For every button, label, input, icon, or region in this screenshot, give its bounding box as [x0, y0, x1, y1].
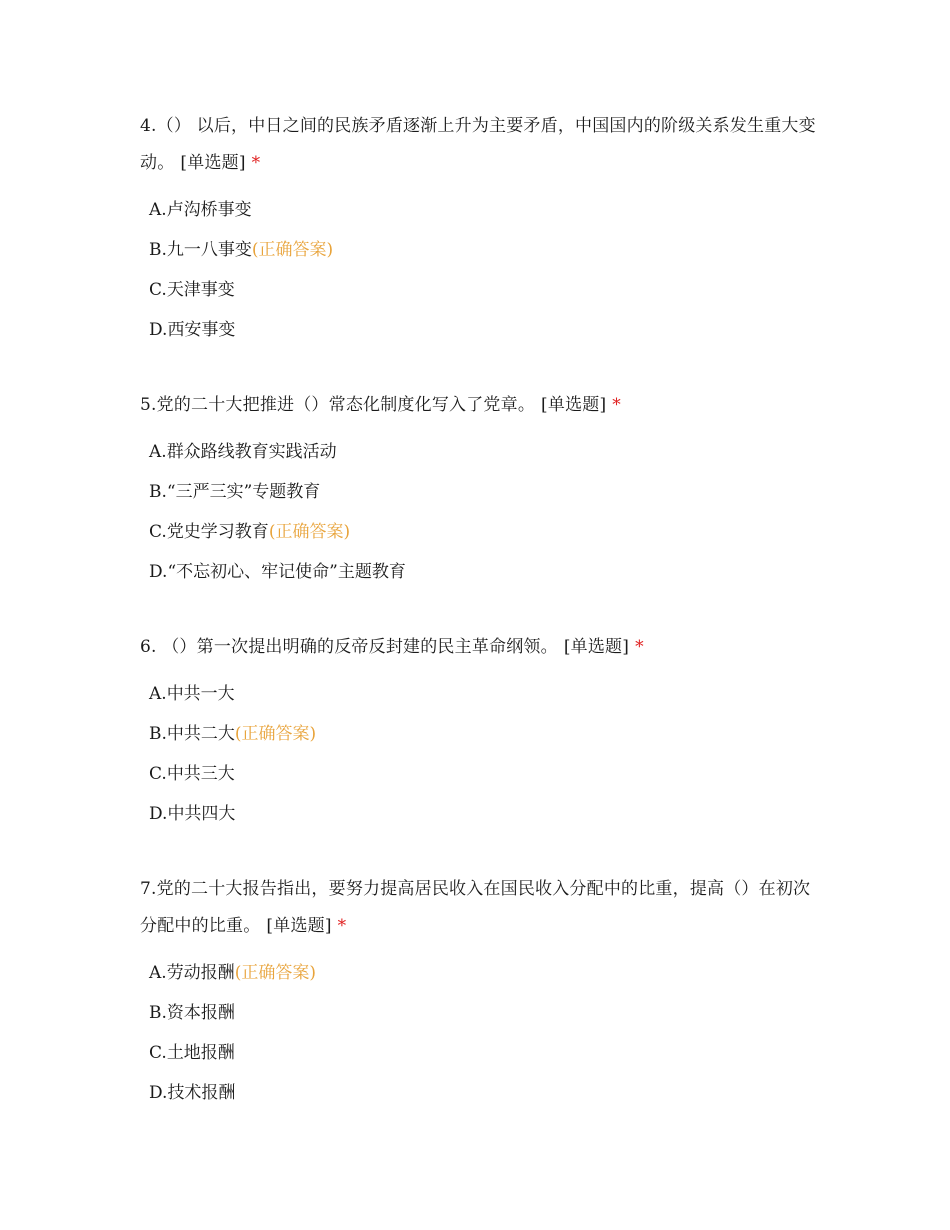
required-asterisk: * [251, 153, 261, 173]
option-letter: B. [149, 1003, 167, 1023]
option-letter: D. [149, 320, 168, 340]
option-b [149, 714, 820, 754]
required-asterisk: * [635, 637, 644, 657]
option-d [149, 1073, 820, 1113]
option-text: 天津事变 [166, 280, 235, 300]
option-d [149, 552, 820, 592]
question-text [140, 387, 820, 424]
option-a [149, 953, 820, 993]
option-letter: D. [149, 804, 168, 824]
option-c [149, 512, 820, 552]
option-text: 群众路线教育实践活动 [166, 442, 337, 462]
option-text: 资本报酬 [166, 1003, 235, 1023]
option-text: 中共一大 [166, 684, 235, 704]
option-text: 劳动报酬 [166, 963, 235, 983]
question-type-label: [单选题] [266, 916, 332, 936]
option-letter: D. [149, 1083, 168, 1103]
option-text: 技术报酬 [167, 1083, 236, 1103]
required-asterisk: * [337, 916, 347, 936]
option-a [149, 432, 820, 472]
option-text: 土地报酬 [166, 1043, 235, 1063]
correct-answer-label: (正确答案) [234, 724, 317, 744]
question-text [140, 629, 820, 666]
question-4 [140, 108, 820, 350]
question-stem: （） 以后，中日之间的民族矛盾逐渐上升为主要矛盾，中国国内的阶级关系发生重大变动。 [140, 116, 816, 173]
option-c [149, 270, 820, 310]
option-list [140, 190, 820, 350]
option-text: “不忘初心、牢记使命”主题教育 [167, 562, 406, 582]
question-6 [140, 629, 820, 834]
option-text: 中共二大 [166, 724, 235, 744]
question-number: 7. [140, 879, 157, 899]
required-asterisk: * [612, 395, 621, 415]
option-letter: A. [149, 200, 167, 220]
question-stem: 党的二十大报告指出，要努力提高居民收入在国民收入分配中的比重，提高（）在初次分配中的比重。 [140, 879, 811, 936]
question-7 [140, 871, 820, 1113]
option-letter: B. [149, 724, 167, 744]
option-letter: A. [149, 442, 167, 462]
question-type-label: [单选题] [563, 637, 630, 657]
question-type-label: [单选题] [180, 153, 246, 173]
option-list [140, 953, 820, 1113]
option-text: 九一八事变 [166, 240, 252, 260]
option-text: 卢沟桥事变 [166, 200, 252, 220]
option-c [149, 1033, 820, 1073]
question-5 [140, 387, 820, 592]
option-letter: D. [149, 562, 168, 582]
correct-answer-label: (正确答案) [268, 522, 351, 542]
option-letter: C. [149, 280, 167, 300]
option-c [149, 754, 820, 794]
option-letter: C. [149, 1043, 167, 1063]
correct-answer-label: (正确答案) [251, 240, 334, 260]
option-b [149, 472, 820, 512]
correct-answer-label: (正确答案) [234, 963, 316, 983]
option-d [149, 794, 820, 834]
option-letter: B. [149, 482, 167, 502]
option-letter: A. [149, 963, 167, 983]
option-letter: C. [149, 522, 167, 542]
question-stem: （）第一次提出明确的反帝反封建的民主革命纲领。 [156, 637, 558, 657]
option-letter: A. [149, 684, 167, 704]
option-list [140, 674, 820, 834]
option-letter: C. [149, 764, 167, 784]
question-number: 5. [140, 395, 157, 415]
question-type-label: [单选题] [541, 395, 607, 415]
option-text: 中共四大 [167, 804, 236, 824]
option-list [140, 432, 820, 592]
option-a [149, 190, 820, 230]
option-letter: B. [149, 240, 167, 260]
option-b [149, 230, 820, 270]
option-text: “三严三实”专题教育 [166, 482, 321, 502]
option-text: 西安事变 [167, 320, 236, 340]
question-number: 6. [140, 637, 157, 657]
option-text: 中共三大 [166, 764, 235, 784]
question-stem: 党的二十大把推进（）常态化制度化写入了党章。 [156, 395, 536, 415]
question-number: 4. [140, 116, 157, 136]
option-text: 党史学习教育 [166, 522, 269, 542]
option-b [149, 993, 820, 1033]
question-text [140, 871, 820, 945]
option-d [149, 310, 820, 350]
option-a [149, 674, 820, 714]
question-text [140, 108, 820, 182]
